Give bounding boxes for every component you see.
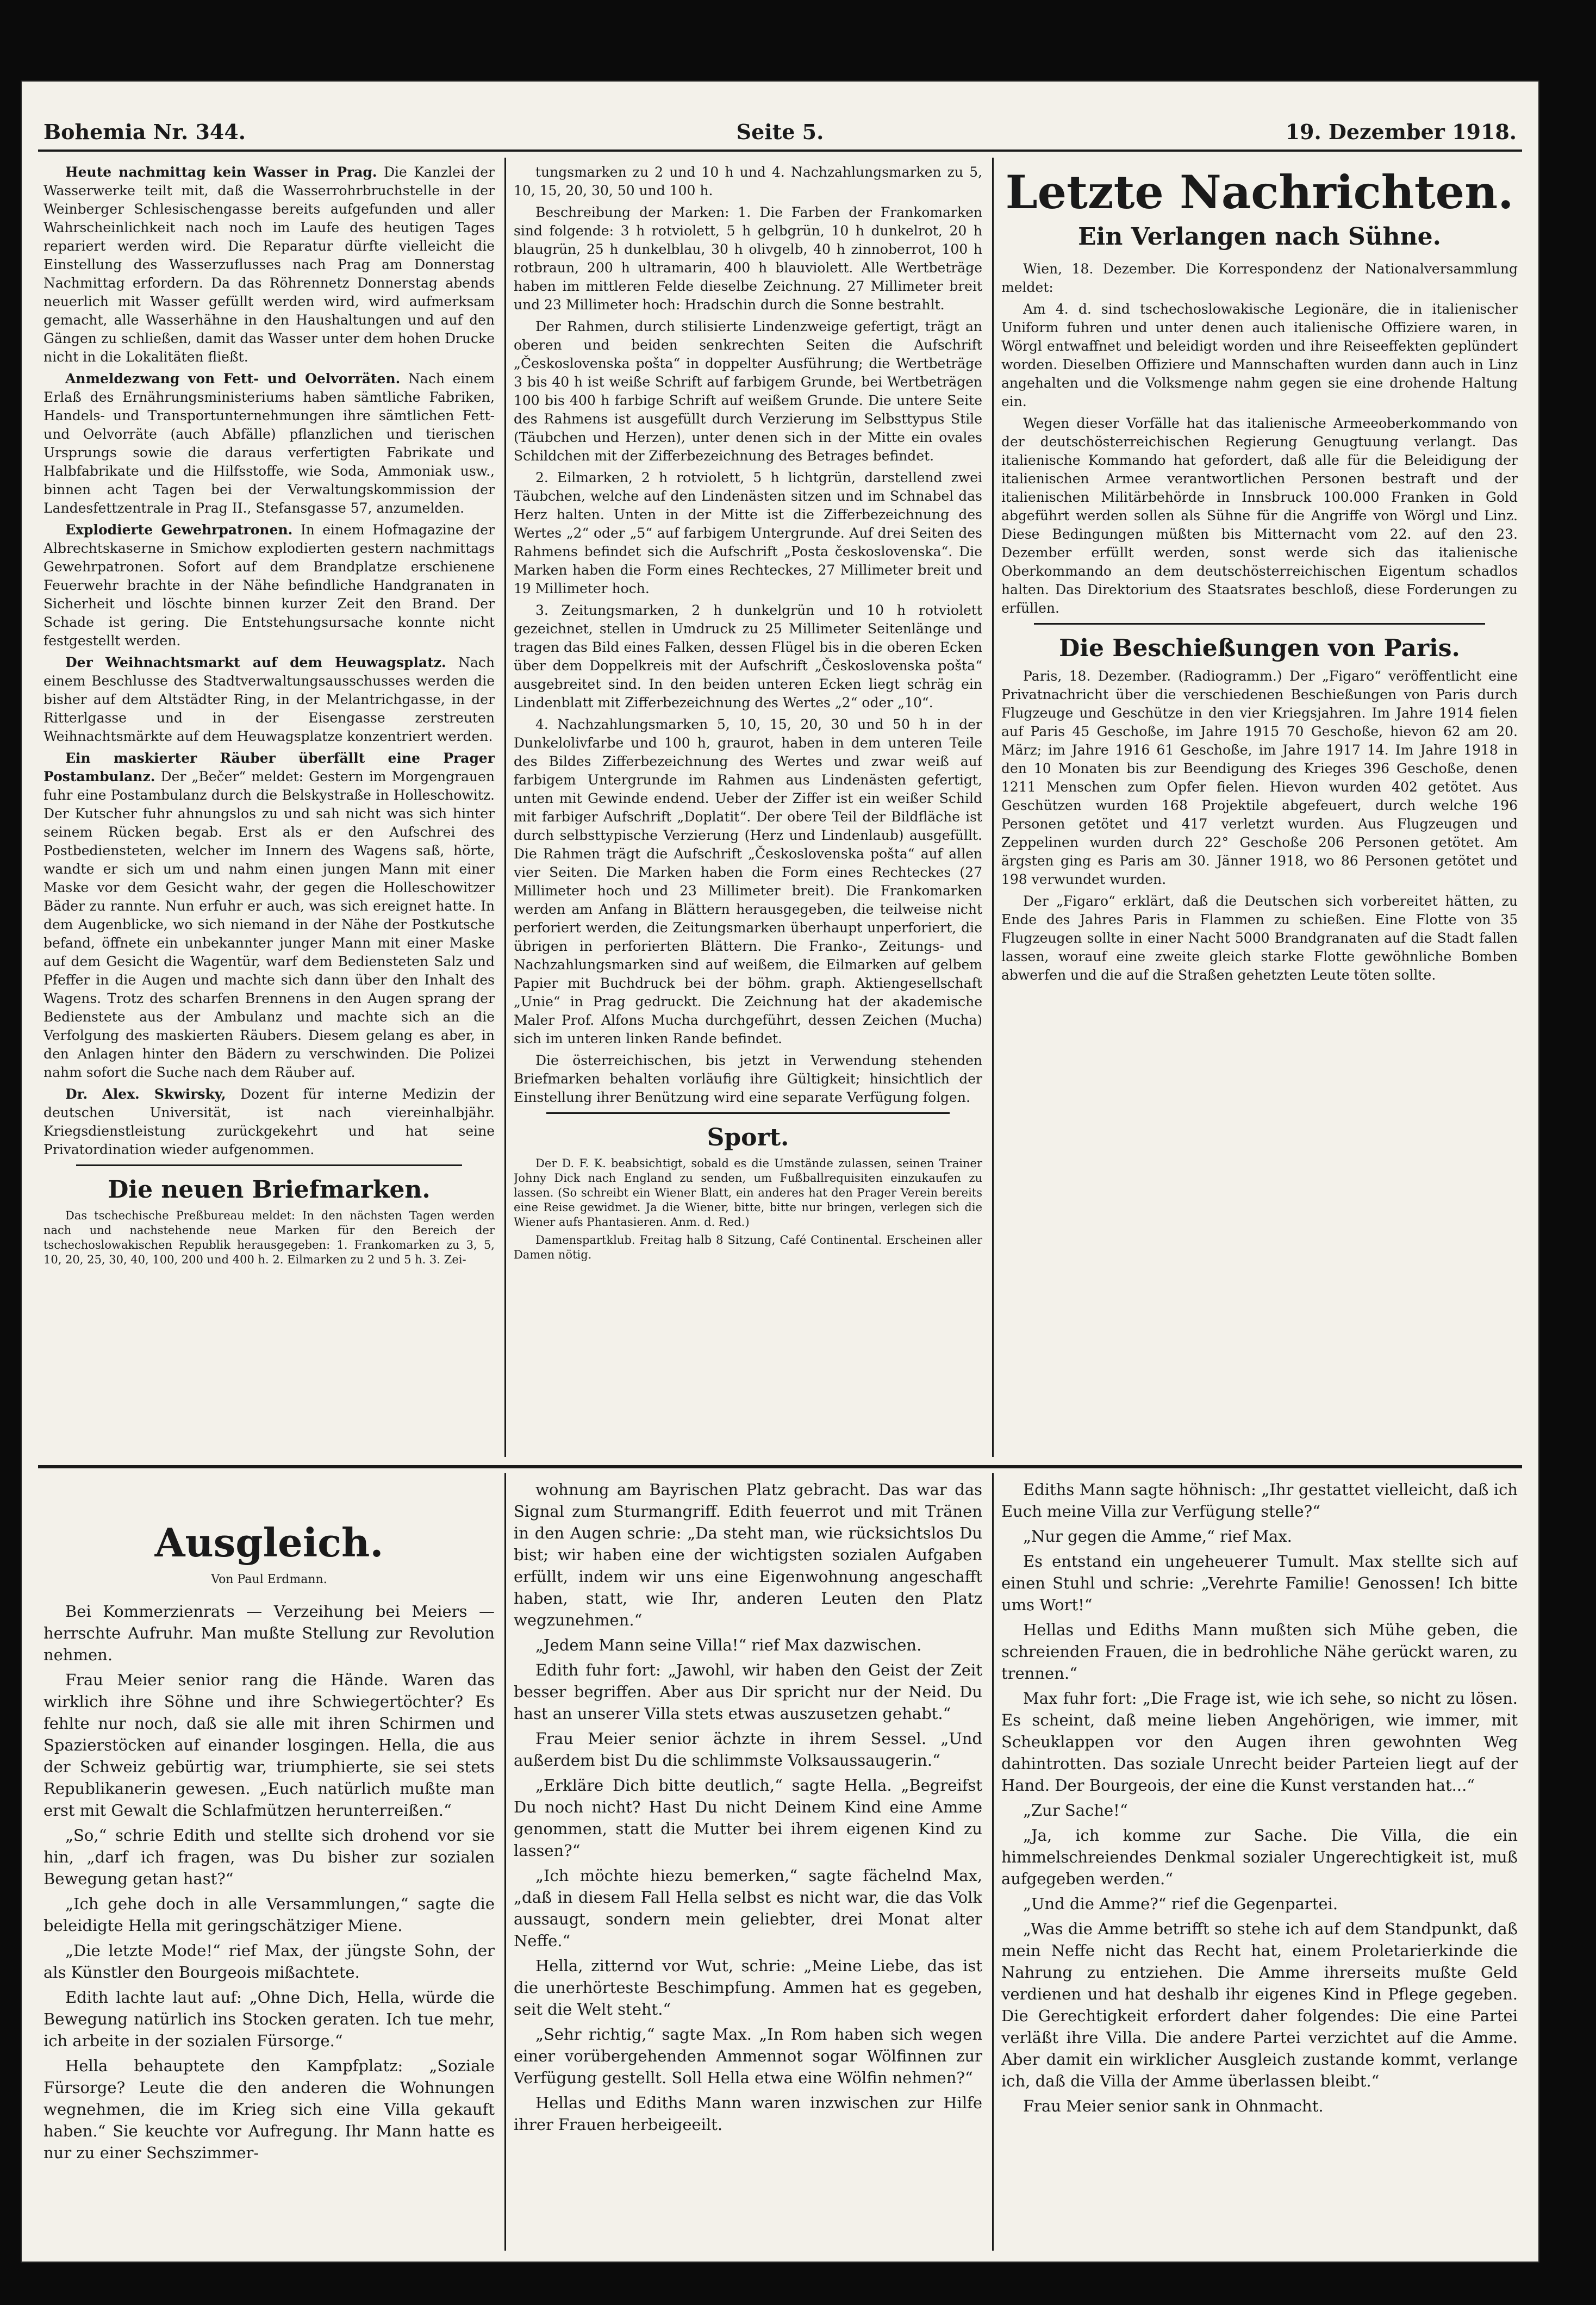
- header-date: 19. Dezember 1918.: [1285, 120, 1517, 144]
- stamps-paragraph: Der Rahmen, durch stilisierte Lindenzweige gefertigt, trägt an oberen und beiden senkrechten Seiten die Aufschrift „Československa pošta“ in doppelter Ausführung; die Wertbeträge 3 bis 40 h ist weiße Schrift auf farbigem Grunde, bei Wertbeträgen 100 bis 400 h farbige Schrift auf weißem Grunde. Die untere Seite des Rahmens ist ausgefüllt durch Verzierung im Selbsttypus Stile (Täubchen und Herzen), unter denen sich in der Mitte ein ovales Schildchen mit der Zifferbezeichnung des Betrages befindet.: [514, 319, 982, 464]
- feuilleton-paragraph: Bei Kommerzienrats — Verzeihung bei Meiers — herrschte Aufruhr. Man mußte Stellung zur Revolution nehmen.: [43, 1602, 495, 1664]
- news-item: [43, 521, 495, 650]
- briefmarken-title: Die neuen Briefmarken.: [108, 1176, 431, 1204]
- news-item: [43, 370, 495, 518]
- paris-paragraph: Der „Figaro“ erklärt, daß die Deutschen sich vorbereitet hätten, zu Ende des Jahres Paris in Flammen zu schießen. Eine Flotte von 35 Flugzeugen sollte in einer Nacht 5000 Brandgranaten auf die Stadt fallen lassen, worauf eine zweite gleich starke Flotte gewöhnliche Bomben abwerfen und die auf die Straßen gehetzten Leute töten sollte.: [1001, 893, 1518, 983]
- feuilleton-text-2: [514, 1479, 982, 2135]
- latest-news-subtitle: Ein Verlangen nach Sühne.: [1078, 223, 1441, 251]
- feuilleton-paragraph: „Die letzte Mode!“ rief Max, der jüngste Sohn, der als Künstler den Bourgeois mißachtete.: [43, 1941, 495, 1982]
- feuilleton-paragraph: „Was die Amme betrifft so stehe ich auf dem Standpunkt, daß mein Neffe nicht das Recht hat, einem Proletarierkinde die Nahrung zu entziehen. Die Amme ihrerseits mußte Geld verdienen und hat deshalb ihr eigenes Kind in Pflege gegeben. Die Gerechtigkeit erfordert daher folgendes: Die eine Partei verläßt ihre Villa. Die andere Partei verzichtet auf die Amme. Aber damit ein wirklicher Ausgleich zustande kommt, verlange ich, daß die Villa der Amme überlassen bleibt.“: [1001, 1920, 1518, 2090]
- feuilleton-paragraph: Edith fuhr fort: „Jawohl, wir haben den Geist der Zeit besser begriffen. Aber aus Dir spricht nur der Neid. Du hast an unserer Villa stets etwas auszusetzen gehabt.“: [514, 1661, 982, 1723]
- latest-news-paragraph: Wegen dieser Vorfälle hat das italienische Armeeoberkommando von der deutschösterreichischen Regierung Genugtuung verlangt. Das italienische Kommando hat gefordert, daß alle für die Beleidigung der italienischen Armee verantwortlichen Personen bestraft und der italienischen Militärbehörde in Innsbruck 100.000 Franken in Gold abgeführt werden sollen als Sühne für die Angriffe von Wörgl und Linz. Diese Bedingungen müßten bis Mitternacht vom 22. auf den 23. Dezember erfüllt werden, sonst werde sich das italienische Oberkommando an dem deutschösterreichischen Eigentum schadlos halten. Das Direktorium des Staatsrates beschloß, diese Forderungen zu erfüllen.: [1001, 415, 1518, 616]
- feuilleton-paragraph: Es entstand ein ungeheuerer Tumult. Max stellte sich auf einen Stuhl und schrie: „Verehrte Familie! Genossen! Ich bitte ums Wort!“: [1001, 1552, 1518, 1614]
- stamps-paragraph: 4. Nachzahlungsmarken 5, 10, 15, 20, 30 und 50 h in der Dunkelolivfarbe und 100 h, graurot, haben in dem unteren Teile des Bildes Zifferbezeichnung des Wertes und zwar weiß auf farbigem Untergrunde im Rahmen aus Lindenästen gefertigt, unten mit Gewinde endend. Ueber der Ziffer ist ein weißer Schild mit farbiger Aufschrift „Doplatit“. Der obere Teil der Bildfläche ist durch selbsttypische Verzierung (Herz und Lindenlaub) ausgefüllt. Die Rahmen trägt die Aufschrift „Československa pošta“ auf allen vier Seiten. Die Marken haben die Form eines Rechteckes (27 Millimeter hoch und 23 Millimeter breit). Die Frankomarken werden am Anfang in Blättern herausgegeben, die teilweise nicht perforiert werden, die Zeitungsmarken überhaupt unperforiert, die übrigen in perforierten Blättern. Die Franko-, Zeitungs- und Nachzahlungsmarken sind auf weißem, die Eilmarken auf gelbem Papier mit Buchdruck bei der böhm. graph. Aktiengesellschaft „Unie“ in Prag gedruckt. Die Zeichnung hat der akademische Maler Prof. Alfons Mucha durchgeführt, dessen Zeichen (Mucha) sich im unteren linken Rande befindet.: [514, 717, 982, 1046]
- feuilleton-paragraph: Max fuhr fort: „Die Frage ist, wie ich sehe, so nicht zu lösen. Es scheint, daß meine lieben Angehörigen, wie immer, mit Scheuklappen vor den Augen ihren gewohnten Weg dahintrotten. Das soziale Unrecht beider Parteien liegt auf der Hand. Der Bourgeois, der eine die Kunst verstanden hat...“: [1001, 1689, 1518, 1795]
- news-item-text: In einem Hofmagazine der Albrechtskaserne in Smichow explodierten gestern nachmittags Gewehrpatronen. Sofort auf dem Brandplatze erschienene Feuerwehr brachte in der Nähe befindliche Handgranaten in Sicherheit und löschte binnen kurzer Zeit den Brand. Der Schade ist gering. Die Entstehungsursache konnte nicht festgestellt werden.: [43, 522, 495, 649]
- news-item-title: Dr. Alex. Skwirsky,: [65, 1086, 226, 1102]
- feuilleton-paragraph: „So,“ schrie Edith und stellte sich drohend vor sie hin, „darf ich fragen, was Du bisher zur sozialen Bewegung getan hast?“: [43, 1826, 495, 1888]
- feuilleton-column-rule-2: [992, 1473, 994, 2251]
- news-item-title: Ein maskierter Räuber überfällt eine Prager Postambulanz.: [43, 750, 495, 784]
- column-local-news: [43, 163, 495, 1457]
- stamps-paragraph: 2. Eilmarken, 2 h rotviolett, 5 h lichtgrün, darstellend zwei Täubchen, welche auf den Lindenästen sitzen und im Schnabel das Herz halten. Unten in der Mitte ist die Zifferbezeichnung des Wertes „2“ oder „5“ auf farbigem Untergrunde. Auf drei Seiten des Rahmens befindet sich die Aufschrift „Posta československa“. Die Marken haben die Form eines Rechteckes, 27 Millimeter breit und 19 Millimeter hoch.: [514, 470, 982, 596]
- feuilleton-text-3: [1001, 1479, 1518, 2117]
- feuilleton-paragraph: „Sehr richtig,“ sagte Max. „In Rom haben sich wegen einer vorübergehenden Ammennot sogar Wölfinnen zur Verfügung gestellt. Soll Hella etwa eine Wölfin nehmen?“: [514, 2025, 982, 2087]
- news-item: [43, 653, 495, 746]
- header-rule: [38, 149, 1522, 152]
- feuilleton-paragraph: Ediths Mann sagte höhnisch: „Ihr gestattet vielleicht, daß ich Euch meine Villa zur Verfügung stelle?“: [1001, 1480, 1518, 1521]
- local-news-list: [43, 163, 495, 1159]
- header-page-number: Seite 5.: [736, 120, 824, 144]
- feuilleton-paragraph: Hella, zitternd vor Wut, schrie: „Meine Liebe, das ist die unerhörteste Beschimpfung. Ammen hat es gegeben, seit die Welt steht.“: [514, 1957, 982, 2019]
- stamps-description: [514, 163, 982, 1107]
- feuilleton-paragraph: „Und die Amme?“ rief die Gegenpartei.: [1023, 1895, 1338, 1913]
- column-stamps: [514, 163, 982, 1457]
- feuilleton-column-2: [514, 1479, 982, 2251]
- feuilleton-paragraph: „Zur Sache!“: [1023, 1801, 1128, 1820]
- feuilleton-rule: [38, 1465, 1522, 1468]
- news-item-text: Die Kanzlei der Wasserwerke teilt mit, daß die Wasserrohrbruchstelle in der Weinberger Schlesischengasse bereits aufgefunden und aller Wahrscheinlichkeit nach noch im Laufe des heutigen Tages repariert werden wird. Die Reparatur dürfte vielleicht die Einstellung des Wasserzuflusses nach Prag am Donnerstag Nachmittag erfordern. Da das Röhrennetz Donnerstag abends neuerlich mit Wasser gefüllt werden wird, wird aufmerksam gemacht, alle Wasserhähne in den Haushaltungen und auf den Gängen zu schließen, damit das Wasser unter dem hohen Drucke nicht in die Lokalitäten fließt.: [43, 164, 495, 365]
- stamps-paragraph: 3. Zeitungsmarken, 2 h dunkelgrün und 10 h rotviolett gezeichnet, stellen in Umdruck zu 25 Millimeter Seitenlänge und tragen das Bild eines Falken, dessen Flügel bis in die oberen Ecken über dem Doppelkreis mit der Aufschrift „Československa pošta“ ausgebreitet sind. In den beiden unteren Ecken liegt schräg ein Lindenblatt mit Zifferbezeichnung des Wertes „2“ oder „10“.: [514, 602, 982, 711]
- news-item-title: Heute nachmittag kein Wasser in Prag.: [65, 164, 377, 180]
- feuilleton-paragraph: Hella behauptete den Kampfplatz: „Soziale Fürsorge? Leute die den anderen die Wohnungen wegnehmen, die im Krieg sich eine Villa gekauft haben.“ Sie keuchte vor Aufregung. Ihr Mann hatte es nur zu einer Sechszimmer-: [43, 2057, 495, 2162]
- news-item-title: Explodierte Gewehrpatronen.: [65, 522, 293, 538]
- sport-title: Sport.: [707, 1124, 789, 1151]
- feuilleton-column-rule-1: [504, 1473, 506, 2251]
- briefmarken-text: Das tschechische Preßbureau meldet: In den nächsten Tagen werden nach und nachstehende neue Marken für den Bereich der tschechoslowakischen Republik herausgegeben: 1. Frankomarken zu 3, 5, 10, 20, 25, 30, 40, 100, 200 und 400 h. 2. Eilmarken zu 2 und 5 h. 3. Zei-: [43, 1209, 495, 1266]
- feuilleton-paragraph: Edith lachte laut auf: „Ohne Dich, Hella, würde die Bewegung natürlich ins Stocken geraten. Ich tue mehr, ich arbeite in der sozialen Fürsorge.“: [43, 1988, 495, 2050]
- feuilleton-paragraph: „Ich möchte hiezu bemerken,“ sagte fächelnd Max, „daß in diesem Fall Hella selbst es nicht war, die das Volk aussaugt, sondern mein geliebter, drei Monat alter Neffe.“: [514, 1866, 982, 1950]
- news-item: [43, 163, 495, 366]
- news-item-title: Anmeldezwang von Fett- und Oelvorräten.: [65, 371, 401, 387]
- newspaper-page: [22, 82, 1538, 2262]
- news-item-text: Der „Bečer“ meldet: Gestern im Morgengrauen fuhr eine Postambulanz durch die Belskystraße in Holleschowitz. Der Kutscher fuhr ahnungslos zu und sah nicht was sich hinter seinem Rücken begab. Erst als er den Aufschrei des Postbediensteten, welcher im Innern des Wagens saß, hörte, wandte er sich um und nahm einen jungen Mann mit einer Maske vor dem Gesicht wahr, der gegen die Holleschowitzer Bäder zu rannte. Nun erfuhr er auch, was sich ereignet hatte. In dem Augenblicke, wo sich niemand in der Nähe der Postkutsche befand, öffnete ein unbekannter junger Mann mit einer Maske auf dem Gesicht die Wagentür, warf dem Bediensteten Salz und Pfeffer in die Augen und machte sich dann über den Inhalt des Wagens. Trotz des scharfen Brennens in den Augen sprang der Bedienstete aus der Ambulanz und machte sich an die Verfolgung des maskierten Räubers. Diesem gelang es aber, in den Anlagen hinter den Bädern zu verschwinden. Die Polizei nahm sofort die Suche nach dem Räuber auf.: [43, 769, 495, 1080]
- feuilleton-paragraph: Hellas und Ediths Mann mußten sich Mühe geben, die schreienden Frauen, die in bedrohliche Nähe gerückt waren, zu trennen.“: [1001, 1621, 1518, 1683]
- feuilleton-paragraph: „Jedem Mann seine Villa!“ rief Max dazwischen.: [535, 1636, 922, 1654]
- latest-news-paragraph: Wien, 18. Dezember. Die Korrespondenz der Nationalversammlung meldet:: [1001, 261, 1518, 295]
- feuilleton-column-1: [43, 1479, 495, 2251]
- feuilleton-paragraph: Frau Meier senior rang die Hände. Waren das wirklich ihre Söhne und ihre Schwiegertöchter? Es fehlte nur noch, daß sie alle mit ihren Schirmen und Spazierstöcken auf einander losgingen. Hella, die aus der Schweiz gebürtig war, triumphierte, sie sei stets Republikanerin gewesen. „Euch natürlich mußte man erst mit Gewalt die Schlafmützen herunterreißen.“: [43, 1671, 495, 1820]
- latest-news-text: [1001, 260, 1518, 618]
- stamps-paragraph: Die österreichischen, bis jetzt in Verwendung stehenden Briefmarken behalten vorläufig ihre Gültigkeit; hinsichtlich der Einstellung ihrer Benützung wird eine separate Verfügung folgen.: [514, 1052, 982, 1105]
- feuilleton-byline: Von Paul Erdmann.: [211, 1573, 327, 1586]
- feuilleton-paragraph: Frau Meier senior ächzte in ihrem Sessel. „Und außerdem bist Du die schlimmste Volksaussaugerin.“: [514, 1729, 982, 1770]
- latest-news-paragraph: Am 4. d. sind tschechoslowakische Legionäre, die in italienischer Uniform fuhren und unter denen auch italienische Offiziere waren, in Wörgl entwaffnet und beleidigt worden und ihre Reiseeffekten geplündert worden. Dieselben Offiziere und Mannschaften wurden dann auch in Linz angehalten und die Volksmenge nahm gegen sie eine drohende Haltung ein.: [1001, 301, 1518, 409]
- section-divider: [1034, 623, 1485, 625]
- feuilleton-paragraph: „Ich gehe doch in alle Versammlungen,“ sagte die beleidigte Hella mit geringschätziger Miene.: [43, 1895, 495, 1935]
- paris-paragraph: Paris, 18. Dezember. (Radiogramm.) Der „Figaro“ veröffentlicht eine Privatnachricht über die verschiedenen Beschießungen von Paris durch Flugzeuge und Geschütze in den vier Kriegsjahren. Im Jahre 1914 fielen auf Paris 45 Geschoße, im Jahre 1915 70 Geschoße, hievon 62 am 20. März; im Jahre 1916 61 Geschoße, im Jahre 1917 14. Im Jahre 1918 in den 10 Monaten bis zur Beendigung des Krieges 396 Geschoße, denen 1211 Menschen zum Opfer fielen. Hievon wurden 402 getötet. Aus Geschützen wurden 168 Projektile abgefeuert, durch welche 196 Personen getötet und 417 verletzt wurden. Aus Flugzeugen und Zeppelinen wurden durch 22° Geschoße 206 Personen getötet. Am ärgsten ging es Paris am 30. Jänner 1918, wo 86 Personen getötet und 198 verwundet wurden.: [1001, 668, 1518, 887]
- feuilleton-text-1: [43, 1600, 495, 2164]
- column-rule-1: [504, 158, 506, 1457]
- news-item-text: Dozent für interne Medizin der deutschen Universität, ist nach viereinhalbjähr. Kriegsdienstleistung zurückgekehrt und hat seine Privatordination wieder aufgenommen.: [43, 1086, 495, 1157]
- section-divider: [546, 1112, 950, 1114]
- latest-news-title: Letzte Nachrichten.: [1005, 165, 1514, 219]
- news-item-text: Nach einem Beschlusse des Stadtverwaltungsausschusses werden die bisher auf dem Altstädter Ring, in der Melantrichgasse, in der Ritterlgasse und in der Eisengasse zerstreuten Weihnachtsmärkte auf dem Heuwagsplatze konzentriert werden.: [43, 655, 495, 744]
- feuilleton-title: Ausgleich.: [154, 1519, 384, 1566]
- feuilleton-paragraph: „Ja, ich komme zur Sache. Die Villa, die ein himmelschreiendes Denkmal sozialer Ungerechtigkeit ist, muß aufgegeben werden.“: [1001, 1826, 1518, 1888]
- news-item-title: Der Weihnachtsmarkt auf dem Heuwagsplatz.: [65, 655, 446, 670]
- stamps-paragraph: tungsmarken zu 2 und 10 h und 4. Nachzahlungsmarken zu 5, 10, 15, 20, 30, 50 und 100 h.: [514, 164, 982, 198]
- paris-text: [1001, 667, 1518, 985]
- feuilleton-column-3: [1001, 1479, 1518, 2251]
- news-item: [43, 749, 495, 1082]
- feuilleton-paragraph: „Erkläre Dich bitte deutlich,“ sagte Hella. „Begreifst Du noch nicht? Hast Du nicht Deinem Kind eine Amme genommen, statt die Mutter bei ihrem eigenen Kind zu lassen?“: [514, 1776, 982, 1860]
- section-divider: [76, 1164, 462, 1166]
- feuilleton-paragraph: Hellas und Ediths Mann waren inzwischen zur Hilfe ihrer Frauen herbeigeeilt.: [514, 2094, 982, 2134]
- news-item: [43, 1085, 495, 1159]
- stamps-paragraph: Beschreibung der Marken: 1. Die Farben der Frankomarken sind folgende: 3 h rotviolett, 5 h gelbgrün, 10 h dunkelrot, 20 h blaugrün, 25 h dunkelblau, 30 h olivgelb, 40 h zinnoberrot, 100 h rotbraun, 200 h ultramarin, 400 h blauviolett. Alle Wertbeträge haben im mittleren Felde dieselbe Zeichnung. 27 Millimeter breit und 23 Millimeter hoch: Hradschin durch die Sonne bestrahlt.: [514, 204, 982, 313]
- feuilleton-paragraph: Frau Meier senior sank in Ohnmacht.: [1023, 2097, 1324, 2115]
- feuilleton-paragraph: wohnung am Bayrischen Platz gebracht. Das war das Signal zum Sturmangriff. Edith feuerrot und mit Tränen in den Augen schrie: „Da steht man, wie rücksichtslos Du bist; wir haben eine der wichtigsten sozialen Aufgaben erfüllt, indem wir uns eine Eigenwohnung angeschafft haben, statt, wie Ihr, anderen Leuten den Platz wegzunehmen.“: [514, 1480, 982, 1629]
- sport-text-2: Damenspartklub. Freitag halb 8 Sitzung, Café Continental. Erscheinen aller Damen nötig.: [514, 1234, 982, 1261]
- column-latest-news: [1001, 163, 1518, 1457]
- paris-title: Die Beschießungen von Paris.: [1059, 634, 1460, 662]
- news-item-text: Nach einem Erlaß des Ernährungsministeriums haben sämtliche Fabriken, Handels- und Transportunternehmungen ihre sämtlichen Fett- und Oelvorräte (auch Abfälle) pflanzlichen und tierischen Ursprungs sowie die daraus verfertigten Fabrikate und Halbfabrikate und die Hilfsstoffe, wie Soda, Ammoniak usw., binnen acht Tagen bei der Verwaltungskommission der Landesfettzentrale in Prag II., Stefansgasse 57, anzumelden.: [43, 371, 495, 516]
- sport-text: Der D. F. K. beabsichtigt, sobald es die Umstände zulassen, seinen Trainer Johny Dick nach England zu senden, um Fußballrequisiten einzukaufen zu lassen. (So schreibt ein Wiener Blatt, ein anderes hat den Prager Verein bereits eine Reise gewidmet. Ja die Wiener, bitte, bitte nur bringen, verlegen sich die Wiener aufs Phantasieren. Anm. d. Red.): [514, 1157, 982, 1229]
- header-issue: Bohemia Nr. 344.: [43, 120, 246, 144]
- column-rule-2: [992, 158, 994, 1457]
- feuilleton-paragraph: „Nur gegen die Amme,“ rief Max.: [1023, 1527, 1292, 1546]
